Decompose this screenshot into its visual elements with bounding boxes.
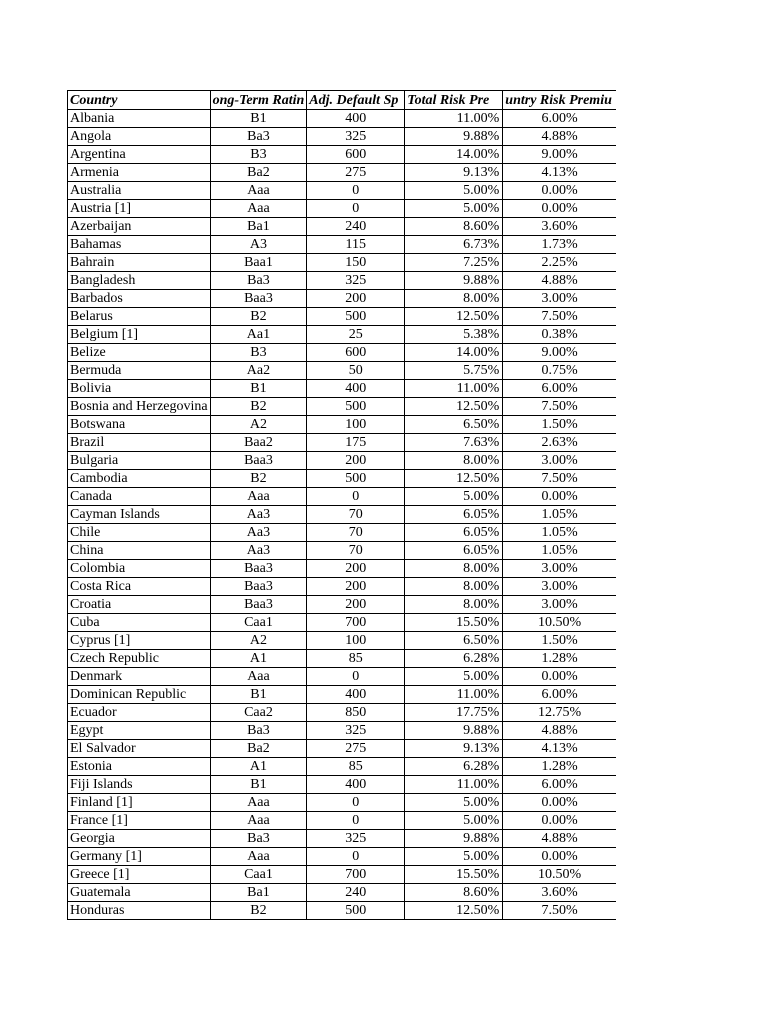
rating-cell: A1: [210, 650, 307, 668]
rating-cell: B2: [210, 902, 307, 920]
country-cell: Egypt: [68, 722, 211, 740]
country-cell: Belize: [68, 344, 211, 362]
rating-cell: Ba1: [210, 218, 307, 236]
total-premium-cell: 11.00%: [405, 776, 503, 794]
table-row: [68, 344, 616, 362]
country-cell: Cayman Islands: [68, 506, 211, 524]
rating-cell: Caa1: [210, 866, 307, 884]
rating-cell: A3: [210, 236, 307, 254]
table-row: [68, 596, 616, 614]
table-row: [68, 686, 616, 704]
total-premium-cell: 5.75%: [405, 362, 503, 380]
spread-cell: 0: [307, 488, 405, 506]
table-row: [68, 758, 616, 776]
country-premium-cell: 1.28%: [503, 650, 616, 668]
spread-cell: 600: [307, 344, 405, 362]
rating-cell: B2: [210, 470, 307, 488]
country-cell: Australia: [68, 182, 211, 200]
country-premium-cell: 1.50%: [503, 632, 616, 650]
table-row: [68, 794, 616, 812]
country-cell: Georgia: [68, 830, 211, 848]
total-premium-cell: 5.00%: [405, 182, 503, 200]
country-premium-cell: 3.00%: [503, 560, 616, 578]
country-premium-cell: 10.50%: [503, 614, 616, 632]
spread-cell: 100: [307, 416, 405, 434]
country-premium-cell: 7.50%: [503, 308, 616, 326]
country-cell: Fiji Islands: [68, 776, 211, 794]
spread-cell: 240: [307, 884, 405, 902]
country-premium-cell: 3.00%: [503, 290, 616, 308]
rating-cell: Baa1: [210, 254, 307, 272]
spread-cell: 0: [307, 794, 405, 812]
country-premium-cell: 6.00%: [503, 110, 616, 128]
table-row: [68, 488, 616, 506]
spread-cell: 0: [307, 848, 405, 866]
spread-cell: 115: [307, 236, 405, 254]
total-premium-cell: 9.88%: [405, 272, 503, 290]
total-premium-cell: 15.50%: [405, 614, 503, 632]
table-row: [68, 884, 616, 902]
table-row: [68, 542, 616, 560]
total-premium-cell: 5.38%: [405, 326, 503, 344]
rating-cell: Aaa: [210, 200, 307, 218]
table-row: [68, 776, 616, 794]
table-row: [68, 560, 616, 578]
rating-cell: Baa3: [210, 596, 307, 614]
rating-cell: Ba3: [210, 272, 307, 290]
rating-cell: B3: [210, 344, 307, 362]
table-row: [68, 272, 616, 290]
country-cell: China: [68, 542, 211, 560]
rating-cell: A2: [210, 632, 307, 650]
table-row: [68, 182, 616, 200]
country-premium-cell: 1.73%: [503, 236, 616, 254]
country-premium-cell: 3.00%: [503, 578, 616, 596]
country-premium-cell: 0.00%: [503, 668, 616, 686]
table-row: [68, 506, 616, 524]
table-row: [68, 614, 616, 632]
country-cell: Cuba: [68, 614, 211, 632]
country-cell: Colombia: [68, 560, 211, 578]
rating-cell: B1: [210, 110, 307, 128]
total-premium-cell: 17.75%: [405, 704, 503, 722]
header-row: [68, 91, 616, 110]
total-premium-cell: 9.13%: [405, 740, 503, 758]
country-premium-cell: 9.00%: [503, 344, 616, 362]
table-row: [68, 380, 616, 398]
rating-cell: Aa3: [210, 524, 307, 542]
rating-cell: A2: [210, 416, 307, 434]
rating-cell: Baa3: [210, 452, 307, 470]
rating-cell: B3: [210, 146, 307, 164]
country-cell: Finland [1]: [68, 794, 211, 812]
header-country: Country: [68, 91, 211, 110]
country-premium-cell: 4.13%: [503, 164, 616, 182]
total-premium-cell: 14.00%: [405, 344, 503, 362]
country-cell: Bulgaria: [68, 452, 211, 470]
rating-cell: Baa3: [210, 578, 307, 596]
total-premium-cell: 6.50%: [405, 632, 503, 650]
spread-cell: 850: [307, 704, 405, 722]
country-premium-cell: 3.00%: [503, 452, 616, 470]
country-premium-cell: 6.00%: [503, 686, 616, 704]
country-cell: Dominican Republic: [68, 686, 211, 704]
header-adj-default-spread: Adj. Default Sp: [307, 91, 405, 110]
table-row: [68, 830, 616, 848]
country-cell: Bermuda: [68, 362, 211, 380]
country-cell: Belarus: [68, 308, 211, 326]
spread-cell: 500: [307, 902, 405, 920]
country-cell: Brazil: [68, 434, 211, 452]
country-premium-cell: 4.88%: [503, 272, 616, 290]
rating-cell: Ba2: [210, 740, 307, 758]
total-premium-cell: 8.00%: [405, 290, 503, 308]
total-premium-cell: 12.50%: [405, 308, 503, 326]
spread-cell: 150: [307, 254, 405, 272]
country-cell: Bosnia and Herzegovina: [68, 398, 211, 416]
rating-cell: Ba3: [210, 830, 307, 848]
country-premium-cell: 0.00%: [503, 488, 616, 506]
country-premium-cell: 4.13%: [503, 740, 616, 758]
table-row: [68, 848, 616, 866]
total-premium-cell: 12.50%: [405, 398, 503, 416]
rating-cell: Aaa: [210, 488, 307, 506]
country-premium-cell: 2.63%: [503, 434, 616, 452]
spread-cell: 240: [307, 218, 405, 236]
spread-cell: 200: [307, 578, 405, 596]
total-premium-cell: 5.00%: [405, 200, 503, 218]
table-row: [68, 524, 616, 542]
spread-cell: 25: [307, 326, 405, 344]
country-premium-cell: 2.25%: [503, 254, 616, 272]
country-cell: Ecuador: [68, 704, 211, 722]
country-cell: France [1]: [68, 812, 211, 830]
country-premium-cell: 0.00%: [503, 200, 616, 218]
spread-cell: 325: [307, 830, 405, 848]
table-row: [68, 902, 616, 920]
country-cell: Botswana: [68, 416, 211, 434]
country-premium-cell: 0.00%: [503, 848, 616, 866]
total-premium-cell: 9.88%: [405, 830, 503, 848]
total-premium-cell: 5.00%: [405, 668, 503, 686]
spread-cell: 175: [307, 434, 405, 452]
country-cell: El Salvador: [68, 740, 211, 758]
table-row: [68, 866, 616, 884]
country-cell: Germany [1]: [68, 848, 211, 866]
spread-cell: 400: [307, 686, 405, 704]
country-premium-cell: 0.00%: [503, 182, 616, 200]
spread-cell: 70: [307, 542, 405, 560]
country-premium-cell: 1.05%: [503, 524, 616, 542]
spread-cell: 0: [307, 200, 405, 218]
header-long-term-rating: ong-Term Ratin: [210, 91, 307, 110]
table-row: [68, 452, 616, 470]
country-premium-cell: 3.00%: [503, 596, 616, 614]
country-cell: Guatemala: [68, 884, 211, 902]
spread-cell: 200: [307, 596, 405, 614]
country-cell: Cyprus [1]: [68, 632, 211, 650]
rating-cell: A1: [210, 758, 307, 776]
country-premium-cell: 4.88%: [503, 830, 616, 848]
table-row: [68, 398, 616, 416]
country-premium-cell: 7.50%: [503, 902, 616, 920]
table-row: [68, 812, 616, 830]
rating-cell: B1: [210, 776, 307, 794]
rating-cell: Caa2: [210, 704, 307, 722]
rating-cell: Baa2: [210, 434, 307, 452]
table-row: [68, 110, 616, 128]
total-premium-cell: 8.00%: [405, 452, 503, 470]
country-cell: Bangladesh: [68, 272, 211, 290]
total-premium-cell: 6.05%: [405, 542, 503, 560]
total-premium-cell: 11.00%: [405, 686, 503, 704]
total-premium-cell: 12.50%: [405, 470, 503, 488]
spread-cell: 0: [307, 812, 405, 830]
country-premium-cell: 9.00%: [503, 146, 616, 164]
country-cell: Canada: [68, 488, 211, 506]
country-cell: Bolivia: [68, 380, 211, 398]
table-body: [68, 110, 616, 920]
rating-cell: Aaa: [210, 182, 307, 200]
country-premium-cell: 7.50%: [503, 398, 616, 416]
table-row: [68, 200, 616, 218]
total-premium-cell: 8.00%: [405, 596, 503, 614]
spread-cell: 400: [307, 380, 405, 398]
spread-cell: 85: [307, 650, 405, 668]
country-premium-cell: 12.75%: [503, 704, 616, 722]
total-premium-cell: 11.00%: [405, 110, 503, 128]
country-cell: Cambodia: [68, 470, 211, 488]
spread-cell: 400: [307, 110, 405, 128]
rating-cell: Ba3: [210, 128, 307, 146]
table-row: [68, 632, 616, 650]
table-row: [68, 308, 616, 326]
country-premium-cell: 4.88%: [503, 722, 616, 740]
country-premium-cell: 3.60%: [503, 218, 616, 236]
country-cell: Greece [1]: [68, 866, 211, 884]
country-cell: Czech Republic: [68, 650, 211, 668]
spread-cell: 275: [307, 164, 405, 182]
country-premium-cell: 3.60%: [503, 884, 616, 902]
table-row: [68, 326, 616, 344]
total-premium-cell: 6.28%: [405, 758, 503, 776]
spread-cell: 500: [307, 470, 405, 488]
spread-cell: 50: [307, 362, 405, 380]
country-premium-cell: 10.50%: [503, 866, 616, 884]
total-premium-cell: 5.00%: [405, 794, 503, 812]
country-cell: Azerbaijan: [68, 218, 211, 236]
country-premium-cell: 6.00%: [503, 380, 616, 398]
table-row: [68, 254, 616, 272]
country-premium-cell: 1.28%: [503, 758, 616, 776]
header-country-risk-premium: untry Risk Premiu: [503, 91, 616, 110]
total-premium-cell: 12.50%: [405, 902, 503, 920]
spread-cell: 100: [307, 632, 405, 650]
total-premium-cell: 15.50%: [405, 866, 503, 884]
spread-cell: 0: [307, 182, 405, 200]
total-premium-cell: 8.00%: [405, 578, 503, 596]
total-premium-cell: 9.88%: [405, 722, 503, 740]
country-cell: Belgium [1]: [68, 326, 211, 344]
rating-cell: B1: [210, 686, 307, 704]
spread-cell: 400: [307, 776, 405, 794]
country-premium-cell: 4.88%: [503, 128, 616, 146]
country-risk-table: [67, 90, 616, 920]
rating-cell: Ba2: [210, 164, 307, 182]
table-row: [68, 668, 616, 686]
country-cell: Honduras: [68, 902, 211, 920]
spread-cell: 700: [307, 866, 405, 884]
spread-cell: 85: [307, 758, 405, 776]
spread-cell: 500: [307, 398, 405, 416]
country-cell: Barbados: [68, 290, 211, 308]
total-premium-cell: 5.00%: [405, 848, 503, 866]
spread-cell: 200: [307, 560, 405, 578]
table-row: [68, 704, 616, 722]
spread-cell: 70: [307, 524, 405, 542]
total-premium-cell: 9.88%: [405, 128, 503, 146]
rating-cell: Ba1: [210, 884, 307, 902]
table-row: [68, 650, 616, 668]
spread-cell: 200: [307, 290, 405, 308]
country-cell: Bahamas: [68, 236, 211, 254]
country-cell: Denmark: [68, 668, 211, 686]
country-premium-cell: 0.38%: [503, 326, 616, 344]
total-premium-cell: 6.28%: [405, 650, 503, 668]
total-premium-cell: 6.05%: [405, 506, 503, 524]
country-premium-cell: 0.75%: [503, 362, 616, 380]
spread-cell: 325: [307, 722, 405, 740]
spread-cell: 325: [307, 128, 405, 146]
total-premium-cell: 8.60%: [405, 884, 503, 902]
country-premium-cell: 1.05%: [503, 506, 616, 524]
table-row: [68, 290, 616, 308]
total-premium-cell: 7.63%: [405, 434, 503, 452]
country-cell: Chile: [68, 524, 211, 542]
header-total-risk-premium: Total Risk Pre: [405, 91, 503, 110]
table-row: [68, 236, 616, 254]
country-premium-cell: 6.00%: [503, 776, 616, 794]
total-premium-cell: 9.13%: [405, 164, 503, 182]
total-premium-cell: 7.25%: [405, 254, 503, 272]
spread-cell: 600: [307, 146, 405, 164]
table-row: [68, 164, 616, 182]
table-row: [68, 722, 616, 740]
country-cell: Costa Rica: [68, 578, 211, 596]
table-row: [68, 146, 616, 164]
total-premium-cell: 11.00%: [405, 380, 503, 398]
total-premium-cell: 6.50%: [405, 416, 503, 434]
rating-cell: Aa1: [210, 326, 307, 344]
table-row: [68, 128, 616, 146]
country-premium-cell: 7.50%: [503, 470, 616, 488]
table-row: [68, 470, 616, 488]
spread-cell: 325: [307, 272, 405, 290]
total-premium-cell: 8.00%: [405, 560, 503, 578]
country-cell: Bahrain: [68, 254, 211, 272]
rating-cell: Aa2: [210, 362, 307, 380]
rating-cell: B1: [210, 380, 307, 398]
table-row: [68, 740, 616, 758]
table-row: [68, 434, 616, 452]
country-cell: Albania: [68, 110, 211, 128]
rating-cell: Baa3: [210, 290, 307, 308]
country-cell: Argentina: [68, 146, 211, 164]
country-cell: Armenia: [68, 164, 211, 182]
total-premium-cell: 14.00%: [405, 146, 503, 164]
spread-cell: 500: [307, 308, 405, 326]
rating-cell: Aa3: [210, 506, 307, 524]
country-premium-cell: 1.50%: [503, 416, 616, 434]
rating-cell: Aaa: [210, 848, 307, 866]
rating-cell: Caa1: [210, 614, 307, 632]
country-premium-cell: 0.00%: [503, 812, 616, 830]
total-premium-cell: 5.00%: [405, 812, 503, 830]
table-row: [68, 218, 616, 236]
rating-cell: Ba3: [210, 722, 307, 740]
country-cell: Angola: [68, 128, 211, 146]
spread-cell: 70: [307, 506, 405, 524]
total-premium-cell: 6.05%: [405, 524, 503, 542]
rating-cell: Aaa: [210, 812, 307, 830]
country-premium-cell: 0.00%: [503, 794, 616, 812]
rating-cell: Baa3: [210, 560, 307, 578]
spread-cell: 700: [307, 614, 405, 632]
total-premium-cell: 5.00%: [405, 488, 503, 506]
country-cell: Croatia: [68, 596, 211, 614]
rating-cell: B2: [210, 308, 307, 326]
table-row: [68, 362, 616, 380]
spread-cell: 200: [307, 452, 405, 470]
country-premium-cell: 1.05%: [503, 542, 616, 560]
rating-cell: Aaa: [210, 794, 307, 812]
country-cell: Austria [1]: [68, 200, 211, 218]
spread-cell: 275: [307, 740, 405, 758]
rating-cell: Aaa: [210, 668, 307, 686]
rating-cell: B2: [210, 398, 307, 416]
rating-cell: Aa3: [210, 542, 307, 560]
table-row: [68, 416, 616, 434]
table-row: [68, 578, 616, 596]
total-premium-cell: 8.60%: [405, 218, 503, 236]
spread-cell: 0: [307, 668, 405, 686]
total-premium-cell: 6.73%: [405, 236, 503, 254]
country-cell: Estonia: [68, 758, 211, 776]
